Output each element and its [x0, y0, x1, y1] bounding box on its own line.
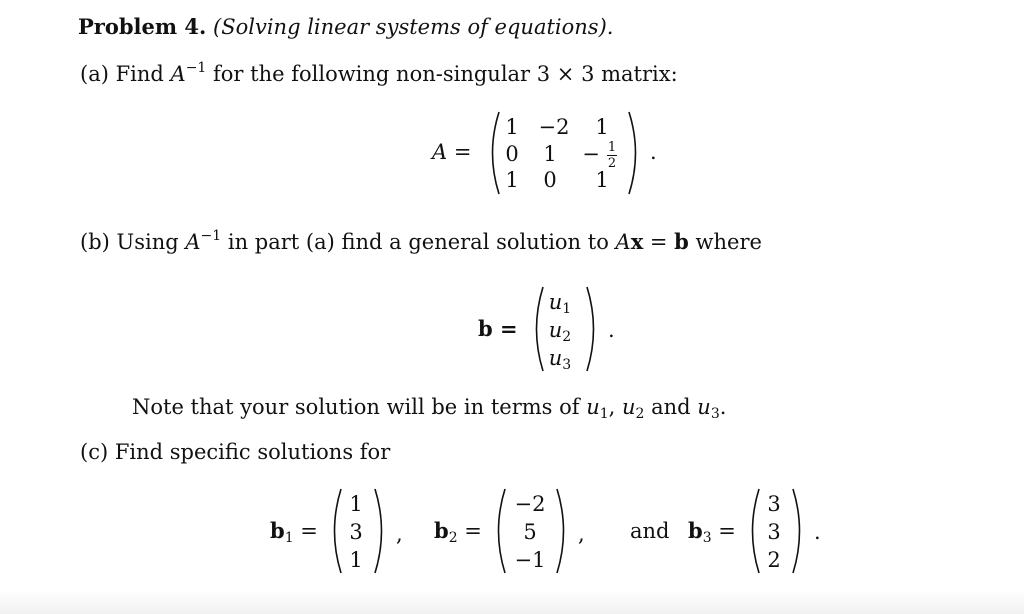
right-paren	[372, 487, 390, 575]
vector-entry: −2	[514, 492, 546, 516]
comma: ,	[578, 522, 585, 546]
vector-b2-label: $b_2$ =	[434, 518, 482, 546]
vector-entry: $u_1$	[548, 290, 572, 317]
matrix-cell: −2	[538, 115, 570, 139]
fraction-denominator: 2	[607, 156, 617, 171]
vector-entry: $u_2$	[548, 318, 572, 345]
page-bottom-shade	[0, 590, 1024, 614]
and-word: and	[630, 519, 670, 543]
matrix-cell: −	[582, 142, 600, 166]
note-text: Note that your solution will be in terms of $u_1$, $u_2$ and $u_3$.	[132, 395, 727, 422]
matrix-period: .	[650, 140, 657, 164]
vector-entry: 1	[349, 492, 363, 516]
vector-entry: 3	[767, 492, 781, 516]
vector-b1-label: $b_1$ =	[270, 518, 318, 546]
problem-title	[78, 14, 613, 40]
matrix-cell: 0	[543, 168, 557, 192]
vector-entry: 5	[523, 520, 537, 544]
vector-b-label: b =	[478, 316, 518, 341]
vector-entry: −1	[514, 548, 546, 572]
part-b-tag: (b)	[80, 230, 110, 254]
right-paren	[584, 285, 602, 373]
part-a-prompt: (a) Find $A^{-1}$ for the following non-singular 3 × 3 matrix:	[80, 60, 678, 86]
problem-label: Problem 4.	[78, 14, 207, 39]
comma: ,	[396, 522, 403, 546]
left-paren	[490, 487, 508, 575]
right-paren	[554, 487, 572, 575]
part-c-tag: (c)	[80, 440, 109, 464]
matrix-cell: 0	[505, 142, 519, 166]
matrix-cell: 1	[505, 168, 519, 192]
vector-entry: 3	[767, 520, 781, 544]
final-period: .	[814, 520, 821, 544]
matrix-A-label: A =	[432, 140, 472, 164]
vector-entry: 3	[349, 520, 363, 544]
vector-entry: 2	[767, 548, 781, 572]
right-paren	[790, 487, 808, 575]
matrix-cell: 1	[543, 142, 557, 166]
part-b-prompt: (b) Using $A^{-1}$ in part (a) find a general solution to Ax = b where	[80, 228, 762, 254]
matrix-cell: 1	[595, 115, 609, 139]
vector-period: .	[608, 318, 615, 342]
vector-b3-label: $b_3$ =	[688, 518, 736, 546]
part-a-tag: (a)	[80, 62, 109, 86]
vector-entry: 1	[349, 548, 363, 572]
part-c-prompt: (c) Find specific solutions for	[80, 440, 391, 464]
matrix-cell: 1	[505, 115, 519, 139]
vector-entry: $u_3$	[548, 346, 572, 373]
problem-topic: (Solving linear systems of equations).	[213, 15, 614, 39]
fraction-numerator: 1	[607, 140, 617, 155]
right-paren	[626, 110, 644, 196]
matrix-cell: 1	[595, 168, 609, 192]
